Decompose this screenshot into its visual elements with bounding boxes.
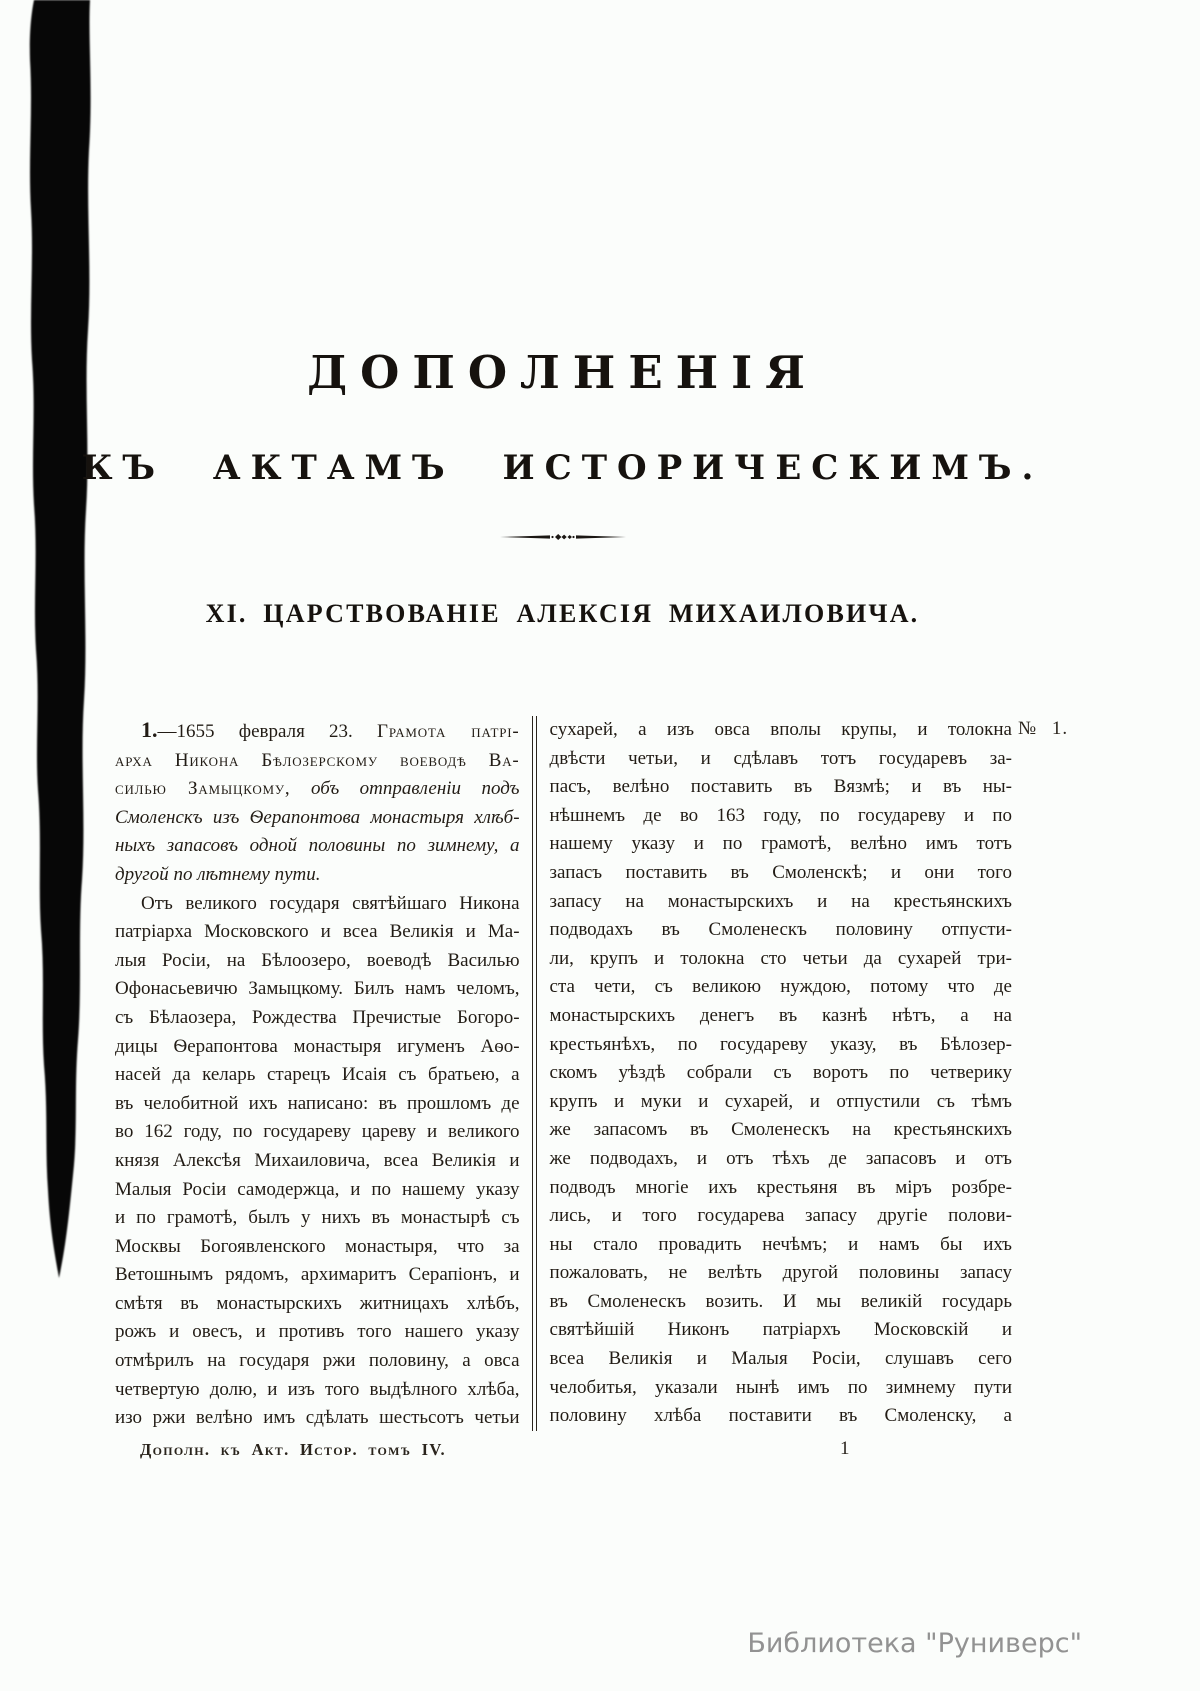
text-line bbox=[550, 1402, 1012, 1431]
text-line bbox=[550, 802, 1012, 831]
text-segment: съ Бѣлаозера, Рождества Пречистые Богоро- bbox=[115, 1006, 520, 1028]
book-subtitle: КЪ АКТАМЪ ИСТОРИЧЕСКИМЪ. bbox=[81, 448, 1044, 488]
text-line bbox=[115, 804, 520, 833]
text-line bbox=[550, 1374, 1012, 1403]
text-segment: половину хлѣба поставити въ Смоленску, а bbox=[549, 1405, 1012, 1427]
right-column bbox=[550, 716, 1012, 1433]
text-segment: лыя Росіи, на Бѣлоозеро, воеводѣ Василью bbox=[115, 949, 520, 971]
text-segment: нѣшнемъ де во 163 году, по государеву и по bbox=[549, 804, 1012, 826]
text-segment: четвертую долю, и изъ того выдѣлного хлѣба, bbox=[115, 1378, 520, 1400]
text-line bbox=[550, 1231, 1012, 1260]
text-line bbox=[550, 973, 1012, 1002]
divider-ornament-icon bbox=[20, 530, 1105, 549]
text-segment: скомъ уѣздѣ собрали съ воротъ по четверику bbox=[549, 1062, 1012, 1084]
text-segment: святѣйшій Никонъ патріархъ Московскій и bbox=[549, 1319, 1012, 1341]
text-segment: и по грамотѣ, былъ у нихъ въ монастырѣ съ bbox=[115, 1207, 520, 1229]
text-segment: арха Никона Бѣлозерскому воеводѣ Ва- bbox=[115, 749, 520, 771]
text-segment: же запасомъ въ Смоленескъ на крестьянскихъ bbox=[549, 1119, 1012, 1141]
text-line bbox=[550, 1202, 1012, 1231]
text-line bbox=[115, 1090, 520, 1119]
text-line bbox=[115, 1204, 520, 1233]
book-title: ДОПОЛНЕНІЯ bbox=[307, 346, 818, 399]
text-line bbox=[115, 775, 520, 804]
text-segment: Москвы Богоявленского монастыря, что за bbox=[115, 1235, 520, 1257]
scan-gutter-shadow bbox=[0, 0, 120, 1300]
text-segment: ныхъ запасовъ одной половины по зимнему, а bbox=[115, 835, 520, 857]
text-segment: пасъ, велѣно поставить въ Вязмѣ; и въ ны- bbox=[549, 776, 1012, 798]
text-body bbox=[115, 716, 1012, 1433]
text-line bbox=[550, 1259, 1012, 1288]
text-segment: пожаловать, не велѣть другой половины запасу bbox=[549, 1262, 1012, 1284]
text-segment: Офонасьевичю Замыцкому. Билъ намъ челомъ, bbox=[115, 978, 520, 1000]
text-segment: монастырскихъ денегъ въ казнѣ нѣтъ, а на bbox=[549, 1004, 1012, 1026]
text-segment: Грамота патрі- bbox=[377, 721, 520, 742]
text-segment: Малыя Росіи самодержца, и по нашему указу bbox=[115, 1178, 520, 1200]
text-segment: нашему указу и по грамотѣ, велѣно имъ тотъ bbox=[549, 833, 1012, 855]
text-line bbox=[550, 1174, 1012, 1203]
text-segment: Отъ великого государя святѣйшаго Никона bbox=[141, 892, 520, 914]
left-column bbox=[115, 716, 520, 1433]
text-line bbox=[115, 1233, 520, 1262]
text-segment: крупъ и муки и сухарей, и отпустили съ тѣмъ bbox=[549, 1090, 1012, 1112]
text-line bbox=[550, 1059, 1012, 1088]
text-segment: запасъ поставить въ Смоленскѣ; и они того bbox=[549, 861, 1012, 883]
text-segment: 1. bbox=[141, 717, 158, 742]
text-line bbox=[115, 1061, 520, 1090]
text-line bbox=[115, 918, 520, 947]
text-segment: запасу на монастырскихъ и на крестьянскихъ bbox=[549, 890, 1012, 912]
text-line bbox=[115, 1347, 520, 1376]
text-line bbox=[115, 947, 520, 976]
text-segment: въ Смоленескъ возить. И мы великій государь bbox=[549, 1290, 1012, 1312]
text-line bbox=[550, 1345, 1012, 1374]
text-segment: двѣсти четьи, и сдѣлавъ тотъ государевъ за- bbox=[549, 747, 1012, 769]
text-line bbox=[550, 830, 1012, 859]
text-segment: объ отправленіи подъ bbox=[290, 778, 520, 800]
section-heading: XI. ЦАРСТВОВАНІЕ АЛЕКСІЯ МИХАИЛОВИЧА. bbox=[205, 599, 920, 628]
text-segment: патріарха Московского и всеа Великія и Ма- bbox=[115, 921, 520, 943]
text-segment: лись, и того государева запасу другіе полови- bbox=[549, 1205, 1012, 1227]
text-segment: челобитья, указали нынѣ имъ по зимнему пути bbox=[549, 1376, 1012, 1398]
text-line bbox=[550, 745, 1012, 774]
text-line bbox=[550, 945, 1012, 974]
text-line bbox=[550, 1088, 1012, 1117]
text-line bbox=[115, 1033, 520, 1062]
text-line bbox=[115, 1318, 520, 1347]
text-line bbox=[550, 1145, 1012, 1174]
text-segment: Ветошнымъ рядомъ, архимаритъ Серапіонъ, и bbox=[115, 1264, 520, 1286]
text-line bbox=[550, 859, 1012, 888]
text-segment: насей да келарь старецъ Исаія съ братьею, а bbox=[115, 1064, 520, 1086]
text-segment: ны стало провадить нечѣмъ; и намъ бы ихъ bbox=[549, 1233, 1012, 1255]
text-segment: Смоленскъ изъ Ѳерапонтова монастыря хлѣб- bbox=[115, 806, 520, 828]
text-segment: дицы Ѳерапонтова монастыря игуменъ Аѳо- bbox=[115, 1035, 520, 1057]
text-segment: подводахъ въ Смоленескъ половину отпусти- bbox=[549, 919, 1012, 941]
text-segment: силью Замыцкому, bbox=[115, 778, 291, 800]
text-segment: смѣтя въ монастырскихъ житницахъ хлѣбъ, bbox=[115, 1292, 520, 1314]
text-segment: въ челобитной ихъ написано: въ прошломъ де bbox=[115, 1092, 520, 1114]
text-segment: же подводахъ, и отъ тѣхъ де запасовъ и отъ bbox=[549, 1147, 1012, 1169]
text-segment: ли, крупъ и толокна сто четьи да сухарей три- bbox=[549, 947, 1012, 969]
text-line bbox=[550, 1316, 1012, 1345]
text-line bbox=[115, 1261, 520, 1290]
text-segment: другой по лѣтнему пути. bbox=[115, 863, 321, 885]
text-line bbox=[550, 716, 1012, 745]
text-line bbox=[115, 975, 520, 1004]
text-line bbox=[115, 1290, 520, 1319]
library-watermark: Библиотека "Руниверс" bbox=[747, 1628, 1082, 1659]
text-line bbox=[550, 1002, 1012, 1031]
text-line bbox=[115, 716, 520, 747]
text-line bbox=[550, 888, 1012, 917]
text-line bbox=[115, 1176, 520, 1205]
text-segment: всеа Великія и Малыя Росіи, слушавъ сего bbox=[549, 1348, 1012, 1370]
text-segment: —1655 февраля 23. bbox=[157, 721, 378, 742]
text-line bbox=[115, 1404, 520, 1433]
text-line bbox=[115, 1118, 520, 1147]
text-segment: отмѣрилъ на государя ржи половину, а овса bbox=[115, 1350, 520, 1372]
text-segment: изо ржи велѣно имъ сдѣлать шестьсотъ четьи bbox=[115, 1407, 520, 1429]
text-line bbox=[550, 1031, 1012, 1060]
text-line bbox=[115, 747, 520, 776]
text-segment: подводъ многіе ихъ крестьяня въ міръ розбре- bbox=[549, 1176, 1012, 1198]
text-line bbox=[115, 890, 520, 919]
document-number-margin-note: № 1. bbox=[1018, 718, 1069, 739]
text-segment: князя Алексѣя Михаиловича, всеа Великія и bbox=[115, 1149, 520, 1171]
text-line bbox=[115, 1376, 520, 1405]
page-number: 1 bbox=[840, 1438, 850, 1459]
footer-volume-citation: Дополн. къ Акт. Истор. томъ IV. bbox=[140, 1440, 446, 1459]
text-line bbox=[115, 1147, 520, 1176]
text-line bbox=[550, 1116, 1012, 1145]
text-line bbox=[550, 916, 1012, 945]
text-segment: рожъ и овесъ, и противъ того нашего указу bbox=[115, 1321, 520, 1343]
text-line bbox=[115, 1004, 520, 1033]
text-segment: ста чети, съ великою нуждою, потому что де bbox=[549, 976, 1012, 998]
text-line bbox=[550, 1288, 1012, 1317]
text-line bbox=[115, 832, 520, 861]
text-segment: крестьянѣхъ, по государеву указу, въ Бѣлозер- bbox=[549, 1033, 1012, 1055]
text-segment: сухарей, а изъ овса вполы крупы, и толокна bbox=[549, 719, 1012, 740]
text-segment: во 162 году, по государеву цареву и великого bbox=[115, 1121, 520, 1143]
text-line bbox=[550, 773, 1012, 802]
text-line bbox=[115, 861, 520, 890]
column-divider-rule bbox=[532, 716, 537, 1431]
